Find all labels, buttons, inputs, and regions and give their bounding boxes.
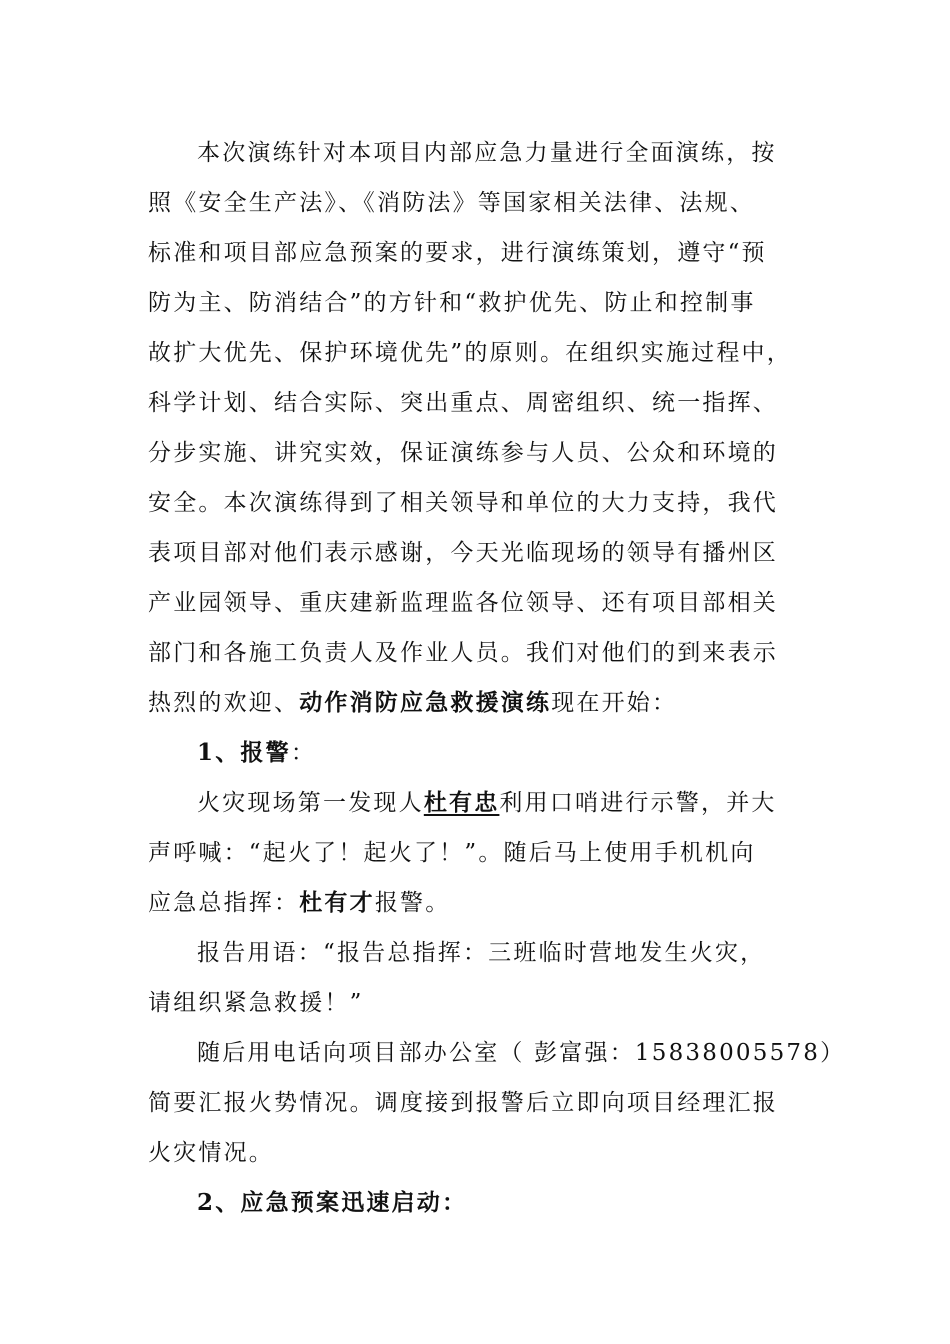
paragraph-line [148,888,450,918]
paragraph-line [148,688,677,718]
paragraph-line: 故扩大优先、保护环境优先”的原则。在组织实施过程中， [148,340,792,366]
paragraph-line: 报告用语：“报告总指挥：三班临时营地发生火灾， [197,940,766,966]
paragraph-line: 防为主、防消结合”的方针和“救护优先、防止和控制事 [148,290,756,316]
person-name: 杜有才 [299,889,375,916]
paragraph-line: 声呼喊：“起火了！起火了！”。随后马上使用手机机向 [148,840,756,866]
paragraph-line [197,788,777,818]
line-text: 报警。 [374,890,451,916]
paragraph-line: 随后用电话向项目部办公室（ 彭富强：15838005578） [197,1040,846,1066]
paragraph-line: 照《安全生产法》、《消防法》等国家相关法律、法规、 [148,190,755,216]
paragraph-line: 表项目部对他们表示感谢，今天光临现场的领导有播州区 [148,540,778,566]
paragraph-line: 分步实施、讲究实效，保证演练参与人员、公众和环境的 [148,440,778,466]
line-text: 应急总指挥： [148,890,300,916]
paragraph-line: 本次演练针对本项目内部应急力量进行全面演练，按 [197,140,777,166]
paragraph-line: 部门和各施工负责人及作业人员。我们对他们的到来表示 [148,640,778,666]
line-text: 热烈的欢迎、 [148,690,300,716]
section-heading-1 [197,738,316,768]
paragraph-line: 请组织紧急救援！” [148,990,364,1016]
drill-name: 动作消防应急救援演练 [299,689,552,716]
paragraph-line: 简要汇报火势情况。调度接到报警后立即向项目经理汇报 [148,1090,778,1116]
person-name: 杜有忠 [423,789,500,816]
paragraph-line: 科学计划、结合实际、突出重点、周密组织、统一指挥、 [148,390,778,416]
paragraph-line: 标准和项目部应急预案的要求，进行演练策划，遵守“预 [148,240,767,266]
section-title: 1、报警 [197,739,291,766]
line-text: 利用口哨进行示警，并大 [499,790,777,816]
section-heading-2: 2、应急预案迅速启动： [197,1189,468,1216]
line-text: 火灾现场第一发现人 [197,790,424,816]
paragraph-line: 安全。本次演练得到了相关领导和单位的大力支持，我代 [148,490,778,516]
section-colon: ： [290,740,317,766]
paragraph-line: 火灾情况。 [148,1140,274,1166]
line-text: 现在开始： [551,690,678,716]
paragraph-line: 产业园领导、重庆建新监理监各位领导、还有项目部相关 [148,590,778,616]
